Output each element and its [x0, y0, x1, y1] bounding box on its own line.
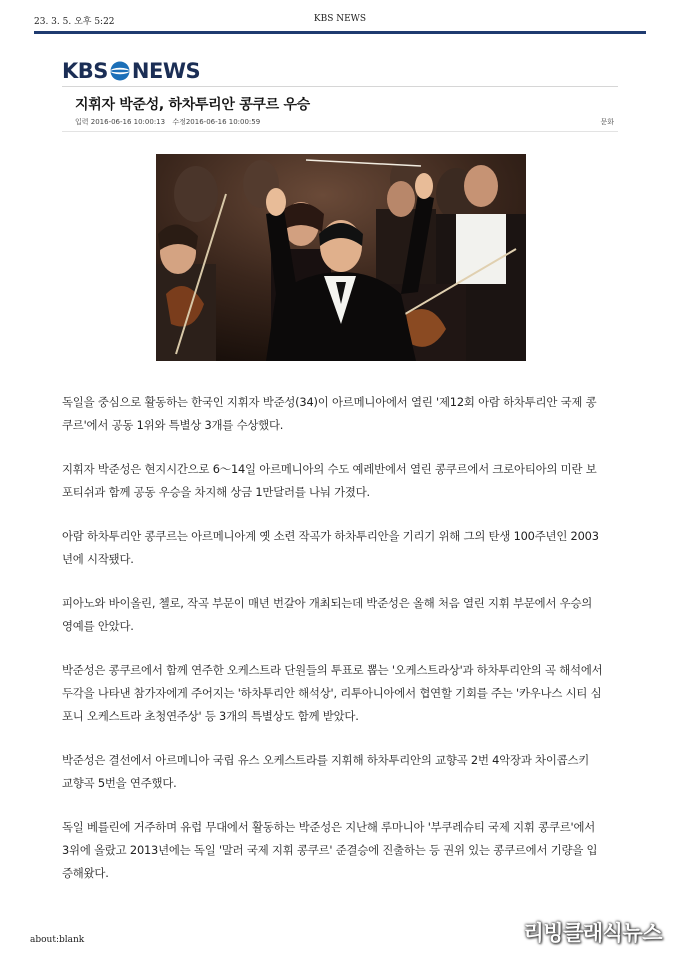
paragraph-line: 영예를 안았다.	[62, 619, 134, 633]
watermark-logo: 리빙클래식뉴스	[523, 921, 662, 945]
paragraph-line: 독일을 중심으로 활동하는 한국인 지휘자 박준성(34)이 아르메니아에서 열린 '제12회 아람 하차투리안 국제 콩	[62, 395, 597, 409]
kbs-globe-icon	[110, 61, 130, 81]
paragraph-line: 년에 시작됐다.	[62, 552, 134, 566]
article-paragraph	[62, 749, 622, 795]
title-bottom-divider	[62, 131, 618, 132]
paragraph-line: 증해왔다.	[62, 866, 109, 880]
modified-time: 수정2016-06-16 10:00:59	[172, 118, 261, 126]
paragraph-line: 박준성은 결선에서 아르메니아 국립 유스 오케스트라를 지휘해 하차투리안의 교향곡 2번 4악장과 차이콥스키	[62, 753, 590, 767]
article-category[interactable]: 문화	[600, 118, 614, 126]
print-header	[34, 14, 646, 28]
paragraph-line: 3위에 올랐고 2013년에는 독일 '말러 국제 지휘 콩쿠르' 준결승에 진출하는 등 권위 있는 콩쿠르에서 기량을 입	[62, 843, 598, 857]
paragraph-line: 포티쉬과 함께 공동 우승을 차지해 상금 1만달러를 나눠 가졌다.	[62, 485, 370, 499]
paragraph-line: 포니 오케스트라 초청연주상' 등 3개의 특별상도 함께 받았다.	[62, 709, 359, 723]
article-paragraph	[62, 816, 622, 885]
print-datetime: 23. 3. 5. 오후 5:22	[34, 17, 115, 27]
header-divider	[34, 31, 646, 34]
logo-text-left: KBS	[62, 59, 108, 83]
paragraph-line: 아람 하차투리안 콩쿠르는 아르메니아계 옛 소련 작곡가 하차투리안을 기리기 위해 그의 탄생 100주년인 2003	[62, 529, 599, 543]
footer-url: about:blank	[30, 935, 85, 945]
title-top-divider	[62, 86, 618, 87]
article-paragraph	[62, 458, 622, 504]
article-photo	[156, 154, 526, 361]
article-headline: 지휘자 박준성, 하차투리안 콩쿠르 우승	[75, 97, 310, 113]
article-meta	[75, 117, 265, 127]
logo-text-right: NEWS	[131, 59, 201, 83]
article-paragraph	[62, 592, 622, 638]
kbs-news-logo[interactable]	[62, 60, 200, 82]
paragraph-line: 피아노와 바이올린, 첼로, 작곡 부문이 매년 번갈아 개최되는데 박준성은 올해 처음 열린 지휘 부문에서 우승의	[62, 596, 593, 610]
article-paragraph	[62, 525, 622, 571]
paragraph-line: 쿠르'에서 공동 1위와 특별상 3개를 수상했다.	[62, 418, 284, 432]
paragraph-line: 두각을 나타낸 참가자에게 주어지는 '하차투리안 해석상', 리투아니아에서 협연할 기회를 주는 '카우나스 시티 심	[62, 686, 602, 700]
paragraph-line: 지휘자 박준성은 현지시간으로 6～14일 아르메니아의 수도 예레반에서 열린 콩쿠르에서 크로아티아의 미란 보	[62, 462, 597, 476]
paragraph-line: 교향곡 5번을 연주했다.	[62, 776, 177, 790]
article-paragraph	[62, 659, 622, 728]
print-site-name: KBS NEWS	[313, 14, 367, 24]
article-paragraph	[62, 391, 622, 437]
paragraph-line: 독일 베를린에 거주하며 유럽 무대에서 활동하는 박준성은 지난해 루마니아 '부쿠레슈티 국제 지휘 콩쿠르'에서	[62, 820, 596, 834]
published-time: 입력 2016-06-16 10:00:13	[75, 118, 166, 126]
paragraph-line: 박준성은 콩쿠르에서 함께 연주한 오케스트라 단원들의 투표로 뽑는 '오케스트라상'과 하차투리안의 곡 해석에서	[62, 663, 603, 677]
